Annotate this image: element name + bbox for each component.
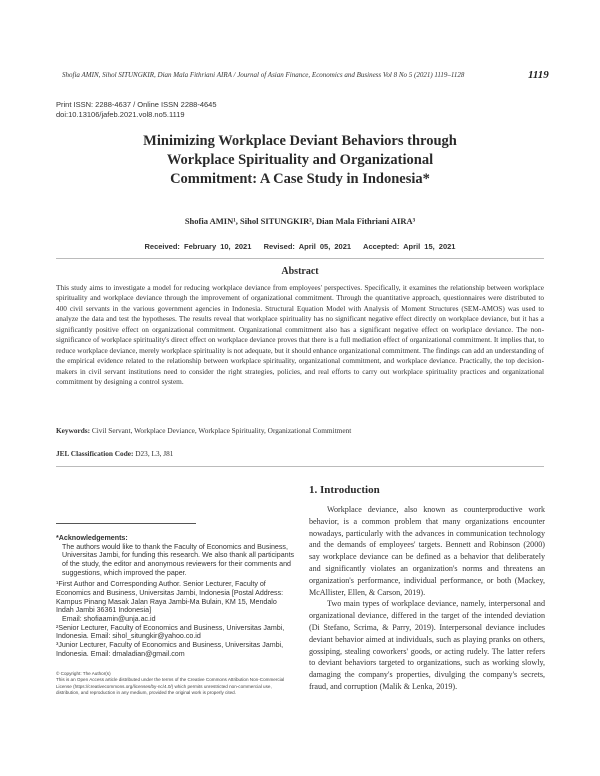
footnote-1: ¹First Author and Corresponding Author. Senior Lecturer, Faculty of Economics and Business, Universitas Jambi, Indonesia [Postal Address: Kampus Pinang Masak Jalan Raya Jambi-Ma Bulain, KM 15, Mendalo Indah Jambi 36361 Indonesia] [56, 580, 284, 615]
footnote-1-email[interactable]: Email: shofiaamin@unja.ac.id [62, 614, 156, 623]
footnote-2: ²Senior Lecturer, Faculty of Economics and Business, Universitas Jambi, Indonesia. Email: sihol_situngkir@yahoo.co.id [56, 623, 285, 641]
divider-bottom [56, 466, 544, 467]
intro-body [309, 504, 545, 693]
keywords-value: Civil Servant, Workplace Deviance, Workplace Spirituality, Organizational Commitment [91, 426, 352, 435]
intro-paragraph-1: Workplace deviance, also known as counterproductive work behavior, is a common problem that many organizations encounter nowadays, particularly with the advances in communication technology and the demands of employees' targets. Bennett and Robinson (2000) say workplace deviance can be defined as a behavior that deliberately and significantly violates an organization's norms and threatens an organization's performance, individual performance, or both (Mackey, McAllister, Ellen, & Carson, 2019). [309, 505, 545, 597]
jel-label: JEL Classification Code: [56, 449, 134, 458]
title-line-2: Workplace Spirituality and Organizational [166, 152, 434, 168]
intro-paragraph-2: Two main types of workplace deviance, namely, interpersonal and organizational deviance, differed in the target of the intended deviation (Di Stefano, Scrima, & Parry, 2019). Interpersonal deviance includes deviant behavior aimed at individuals, such as playing pranks on others, gossiping, stealing coworkers' goods, or acting rudely. The latter refers to deviant behaviors targeted to organizations, such as working slowly, damaging the company's properties, divulging the company's secrets, fraud, and corruption (Malik & Lenka, 2019). [309, 599, 545, 691]
acknowledgements-heading: *Acknowledgements: [56, 534, 128, 542]
jel-value: D23, L3, J81 [135, 449, 174, 458]
author-list: Shofia AMIN¹, Sihol SITUNGKIR², Dian Mala Fithriani AIRA³ [184, 216, 416, 226]
footnote-divider [56, 523, 196, 524]
paper-title [60, 132, 540, 189]
running-head: Shofia AMIN, Sihol SITUNGKIR, Dian Mala Fithriani AIRA / Journal of Asian Finance, Economics and Business Vol 8 No 5 (2021) 1119–1128 [62, 71, 465, 79]
issn-block [56, 100, 217, 120]
abstract-heading: Abstract [281, 266, 319, 277]
license-text: This is an Open Access article distributed under the terms of the Creative Commons Attribution Non-Commercial License (https://creativecommons.org/licenses/by-nc/4.0/) which permits unrestricted non-commercial use, distribution, and reproduction in any medium, provided the original work is properly cited. [56, 677, 285, 695]
title-line-3: Commitment: A Case Study in Indonesia* [170, 171, 430, 187]
footnote-3: ³Junior Lecturer, Faculty of Economics and Business, Universitas Jambi, Indonesia. Email: dmaladian@gmail.com [56, 640, 284, 658]
jel-code [56, 449, 544, 458]
submission-dates: Received: February 10, 2021 Revised: April 05, 2021 Accepted: April 15, 2021 [144, 242, 456, 251]
title-line-1: Minimizing Workplace Deviant Behaviors through [143, 133, 457, 149]
doi-line[interactable]: doi:10.13106/jafeb.2021.vol8.no5.1119 [56, 110, 185, 119]
issn-line: Print ISSN: 2288-4637 / Online ISSN 2288-4645 [56, 100, 217, 109]
footnotes [56, 534, 296, 658]
abstract-text: This study aims to investigate a model for reducing workplace deviance from employees' perspectives. Specifically, it examines the relationship between workplace spirituality and workplace deviance through the improvement of organizational commitment. Through the quantitative approach, questionnaires were distributed to 400 civil servants in the various government agencies in Indonesia. Structural Equation Model with Analysis of Moment Structures (SEM-AMOS) was used to analyze the data and test the hypotheses. The results reveal that workplace spirituality has no significant negative effect directly on workplace deviance, but it has a significantly positive effect on organizational commitment. Organizational commitment also has a significant negative effect on workplace deviance. The non-significance of workplace spirituality's direct effect on workplace deviance proves that there is a full mediation effect of organizational commitment. It implies that, to reduce workplace deviance, merely workplace spirituality is not adequate, but it should enhance organizational commitment. The findings can add an understanding of the empirical evidence related to the relationship between workplace spirituality, organizational commitment, and workplace deviance. Practically, the top decision-makers in civil servant institutions need to consider the right strategies, policies, and real efforts to carry out workplace spirituality practices and organizational commitment by designing a control system. [56, 283, 544, 387]
keywords [56, 426, 544, 435]
copyright-notice [56, 671, 296, 696]
section-heading-introduction: 1. Introduction [309, 484, 380, 496]
keywords-label: Keywords: [56, 426, 91, 435]
divider-top [56, 258, 544, 259]
copyright-line: © Copyright: The Author(s) [56, 671, 111, 676]
acknowledgements-text: The authors would like to thank the Faculty of Economics and Business, Universitas Jambi, for funding this research. We also thank all participants of the study, the editor and anonymous reviewers for their comments and suggestions, which improved the paper. [62, 542, 295, 577]
page-number: 1119 [528, 69, 549, 81]
